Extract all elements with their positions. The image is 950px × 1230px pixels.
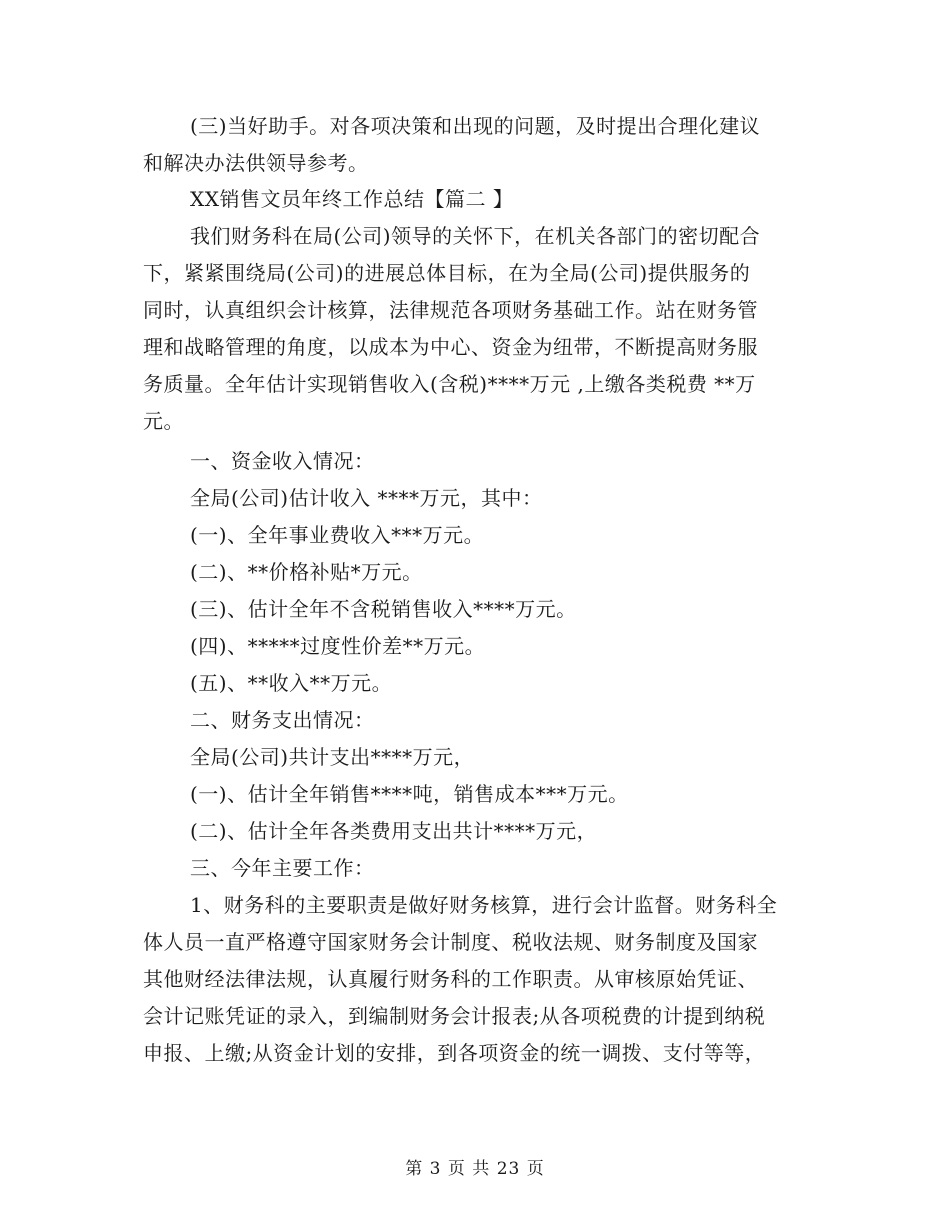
paragraph-line: 1、财务科的主要职责是做好财务核算，进行会计监督。财务科全: [190, 893, 778, 917]
paragraph-line: 务质量。全年估计实现销售收入(含税)****万元 ,上缴各类税费 **万: [143, 372, 756, 396]
paragraph-line: 同时，认真组织会计核算，法律规范各项财务基础工作。站在财务管: [143, 298, 758, 322]
page-number-footer: 第 3 页 共 23 页: [405, 1159, 545, 1179]
paragraph-line: 全局(公司)估计收入 ****万元，其中：: [190, 486, 543, 510]
paragraph-line: 元。: [143, 409, 184, 433]
list-item: (二)、**价格补贴*万元。: [190, 560, 423, 584]
paragraph-line: 理和战略管理的角度，以成本为中心、资金为纽带，不断提高财务服: [143, 335, 758, 359]
list-heading: 三、今年主要工作：: [190, 856, 375, 880]
paragraph-line: 全局(公司)共计支出****万元，: [190, 745, 475, 769]
list-item: (三)、估计全年不含税销售收入****万元。: [190, 597, 577, 621]
section-heading: XX销售文员年终工作总结【篇二 】: [190, 187, 514, 211]
list-heading: 一、资金收入情况：: [190, 449, 375, 473]
list-heading: 二、财务支出情况：: [190, 708, 375, 732]
paragraph-line: 体人员一直严格遵守国家财务会计制度、税收法规、财务制度及国家: [143, 930, 758, 954]
paragraph-line: 我们财务科在局(公司)领导的关怀下，在机关各部门的密切配合: [190, 224, 761, 248]
list-item: (五)、**收入**万元。: [190, 671, 393, 695]
list-item: (一)、估计全年销售****吨，销售成本***万元。: [190, 782, 629, 806]
list-item: (四)、*****过度性价差**万元。: [190, 634, 486, 658]
paragraph-line: (三)当好助手。对各项决策和出现的问题，及时提出合理化建议: [190, 114, 761, 138]
list-item: (一)、全年事业费收入***万元。: [190, 523, 485, 547]
paragraph-line: 和解决办法供领导参考。: [143, 151, 369, 175]
list-item: (二)、估计全年各类费用支出共计****万元，: [190, 819, 598, 843]
paragraph-line: 申报、上缴;从资金计划的安排，到各项资金的统一调拨、支付等等，: [143, 1041, 766, 1065]
paragraph-line: 会计记账凭证的录入，到编制财务会计报表;从各项税费的计提到纳税: [143, 1004, 766, 1028]
paragraph-line: 其他财经法律法规，认真履行财务科的工作职责。从审核原始凭证、: [143, 967, 758, 991]
paragraph-line: 下，紧紧围绕局(公司)的进展总体目标，在为全局(公司)提供服务的: [143, 261, 751, 285]
